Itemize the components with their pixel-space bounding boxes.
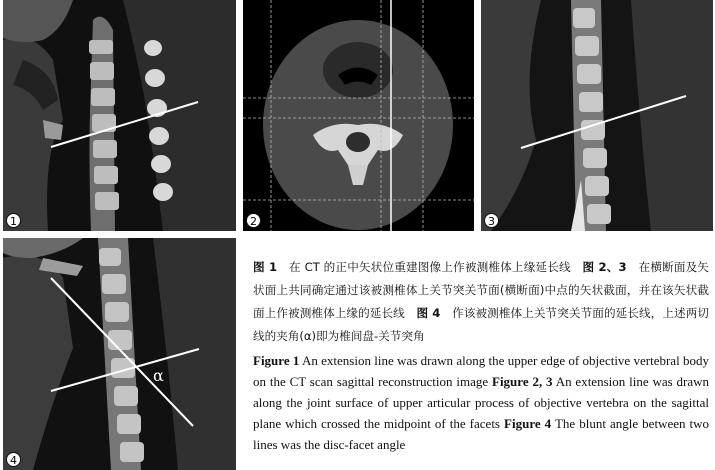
ct-image-sagittal-1 [3, 0, 236, 231]
fig4-label-en: Figure 4 [504, 416, 552, 431]
ct-image-sagittal-angle [3, 238, 236, 470]
panel-number-badge: 2 [246, 213, 261, 228]
panel-number-badge: 4 [6, 452, 21, 467]
ct-image-sagittal-3 [481, 0, 713, 231]
fig23-label-en: Figure 2, 3 [492, 374, 553, 389]
ct-sagittal-drawing [481, 0, 713, 231]
ct-sagittal-drawing [3, 0, 236, 231]
fig4-text-en: The blunt angle between two lines was the disc-facet angle [253, 416, 710, 452]
fig23-label-cn: 图 2、3 [582, 260, 627, 274]
ct-sagittal-drawing [3, 238, 236, 470]
angle-alpha-label: α [153, 366, 164, 385]
caption-english [253, 350, 709, 455]
fig1-text-cn: 在 CT 的正中矢状位重建图像上作被测椎体上缘延长线 [289, 260, 571, 274]
panel-number-badge: 3 [484, 213, 499, 228]
ct-axial-drawing [243, 0, 474, 231]
fig4-label-cn: 图 4 [416, 306, 441, 320]
fig1-text-en: An extension line was drawn along the upper edge of objective vertebral body on the CT scan sagittal reconstruction image [253, 353, 709, 389]
panel-number-badge: 1 [6, 213, 21, 228]
fig4-text-cn: 作该被测椎体上关节突关节面的延长线，上述两切线的夹角(α)即为椎间盘-关节突角 [253, 306, 709, 343]
fig23-text-cn: 在横断面及矢状面上共同确定通过该被测椎体上关节突关节面(横断面)中点的矢状截面，并在该矢状截面上作被测椎体上缘的延长线 [253, 260, 709, 320]
fig1-label-cn: 图 1 [253, 260, 278, 274]
ct-image-axial [243, 0, 474, 231]
fig1-label-en: Figure 1 [253, 353, 300, 368]
figure-caption [253, 256, 709, 455]
fig23-text-en: An extension line was drawn along the joint surface of upper articular process of objective vertebra on the sagittal plane which crossed the midpoint of the facets [253, 374, 709, 431]
caption-chinese [253, 256, 709, 348]
